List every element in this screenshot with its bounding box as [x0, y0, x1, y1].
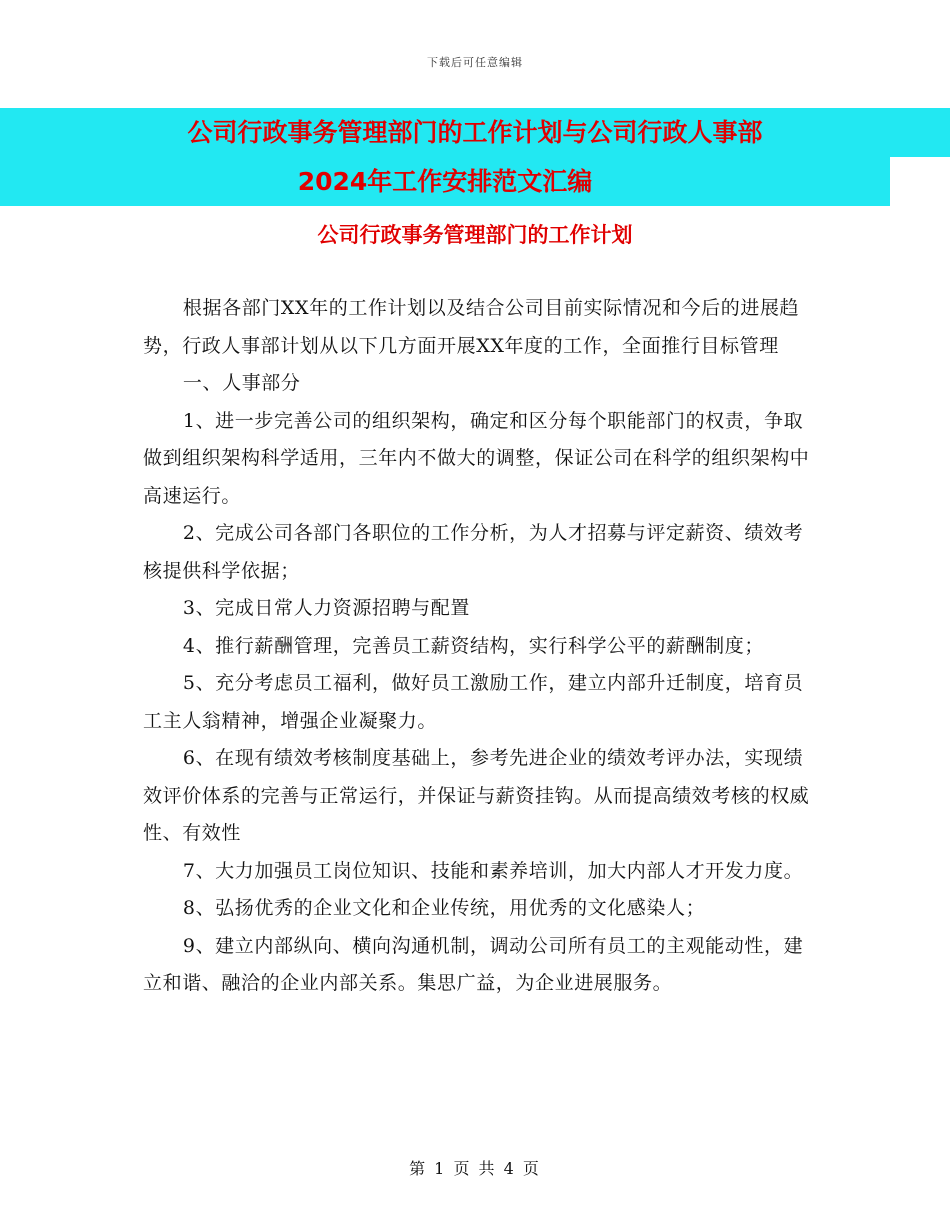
document-title — [0, 108, 950, 206]
paragraph: 5、充分考虑员工福利，做好员工激励工作，建立内部升迁制度，培育员工主人翁精神，增强企业凝聚力。 — [143, 672, 804, 732]
paragraph: 根据各部门XX年的工作计划以及结合公司目前实际情况和今后的进展趋势，行政人事部计划从以下几方面开展XX年度的工作，全面推行目标管理 — [143, 297, 800, 357]
paragraph: 一、人事部分 — [182, 372, 301, 394]
paragraph: 9、建立内部纵向、横向沟通机制，调动公司所有员工的主观能动性，建立和谐、融洽的企业内部关系。集思广益，为企业进展服务。 — [143, 934, 804, 994]
page-footer: 第 1 页 共 4 页 — [409, 1159, 541, 1178]
header-note: 下载后可任意编辑 — [427, 56, 523, 69]
paragraph: 1、进一步完善公司的组织架构，确定和区分每个职能部门的权责，争取做到组织架构科学适用，三年内不做大的调整，保证公司在科学的组织架构中高速运行。 — [143, 409, 810, 507]
body-text — [143, 290, 811, 1003]
section-title: 公司行政事务管理部门的工作计划 — [317, 223, 633, 247]
paragraph: 3、完成日常人力资源招聘与配置 — [182, 597, 470, 619]
title-line-2: 2024年工作安排范文汇编 — [297, 167, 593, 196]
paragraph: 7、大力加强员工岗位知识、技能和素养培训，加大内部人才开发力度。 — [182, 859, 804, 882]
paragraph: 4、推行薪酬管理，完善员工薪资结构，实行科学公平的薪酬制度； — [182, 634, 764, 657]
paragraph: 8、弘扬优秀的企业文化和企业传统，用优秀的文化感染人； — [182, 897, 706, 919]
paragraph: 2、完成公司各部门各职位的工作分析，为人才招募与评定薪资、绩效考核提供科学依据； — [143, 522, 804, 582]
title-line-1: 公司行政事务管理部门的工作计划与公司行政人事部 — [187, 118, 763, 147]
paragraph: 6、在现有绩效考核制度基础上，参考先进企业的绩效考评办法，实现绩效评价体系的完善与正常运行，并保证与薪资挂钩。从而提高绩效考核的权威性、有效性 — [143, 747, 810, 844]
